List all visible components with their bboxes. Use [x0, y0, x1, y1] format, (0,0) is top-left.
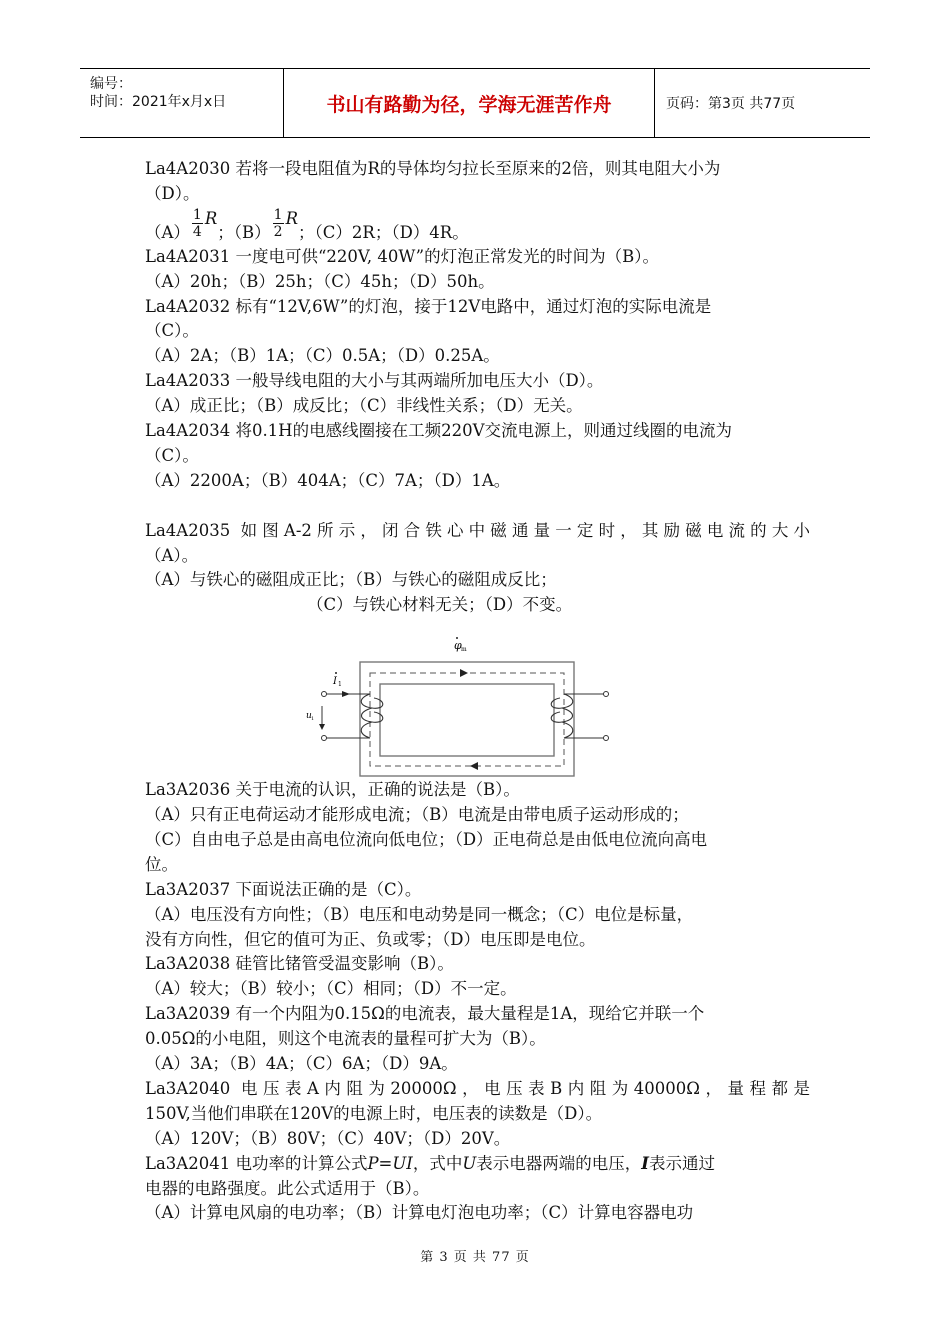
question-2034-options: （A）2200A；（B）404A；（C）7A；（D）1A。: [145, 470, 511, 490]
question-2030-answer: （D）。: [145, 183, 200, 203]
fraction-numerator: 1: [273, 206, 283, 223]
question-2036-stem: La3A2036 关于电流的认识，正确的说法是（B）。: [145, 780, 520, 800]
question-2036-options-2: （C）自由电子总是由高电位流向低电位；（D）正电荷总是由低电位流向高电: [145, 830, 708, 850]
header-number-label: 编号：: [90, 76, 132, 92]
spacer: [145, 494, 810, 519]
current-arrow: [342, 691, 350, 697]
question-2040-stem: La3A2040 电压表A内阻为20000Ω，电压表B内阻为40000Ω，量程都是: [145, 1078, 810, 1098]
flux-label: [454, 637, 467, 653]
question-2032-stem: La4A2032 标有“12V,6W”的灯泡，接于12V电路中，通过灯泡的实际电流是: [145, 296, 712, 316]
question-2038-options: （A）较大；（B）较小；（C）相同；（D）不一定。: [145, 979, 517, 999]
core-inner-edge: [380, 684, 554, 756]
question-2035-answer: （A）。: [145, 545, 199, 565]
question-2033-stem: La4A2033 一般导线电阻的大小与其两端所加电压大小（D）。: [145, 371, 604, 391]
variable-r: R: [285, 208, 299, 228]
variable-u: U: [462, 1153, 477, 1173]
primary-coil: [324, 694, 383, 738]
question-2030-stem: La4A2030 若将一段电阻值为R的导体均匀拉长至原来的2倍，则其电阻大小为: [145, 159, 721, 178]
fraction-denominator: 2: [273, 223, 283, 240]
question-2039-stem: La3A2039 有一个内阻为0.15Ω的电流表，最大量程是1A，现给它并联一个: [145, 1004, 705, 1024]
header-meta-cell: [80, 69, 284, 137]
text-segment: 表示电器两端的电压，: [476, 1153, 642, 1173]
voltage-label: [306, 706, 325, 730]
svg-text:m: m: [461, 646, 467, 653]
option-a-label: （A）: [145, 222, 190, 242]
secondary-coil: [551, 694, 606, 738]
question-2036-options-1: （A）只有正电荷运动才能形成电流；（B）电流是由带电质子运动形成的；: [145, 805, 689, 825]
flux-path: [370, 673, 564, 766]
fraction-one-quarter: [192, 207, 203, 240]
option-b-label: ；（B）: [217, 222, 271, 242]
header-motto: 书山有路勤为径，学海无涯苦作舟: [284, 69, 655, 137]
option-c-d: ；（C）2R；（D）4R。: [298, 222, 469, 242]
svg-text:1: 1: [311, 716, 315, 722]
svg-text:I: I: [333, 676, 337, 687]
page-footer: 第 3 页 共 77 页: [420, 1250, 530, 1265]
fraction-numerator: 1: [192, 206, 202, 223]
question-2037-stem: La3A2037 下面说法正确的是（C）。: [145, 879, 422, 899]
variable-r: R: [204, 208, 218, 228]
question-2039-stem-2: 0.05Ω的小电阻，则这个电流表的量程可扩大为（B）。: [145, 1029, 546, 1049]
terminal-1: [322, 692, 327, 697]
flux-arrow-bottom: [470, 762, 478, 770]
svg-text:1: 1: [338, 681, 342, 688]
svg-text:u: u: [306, 711, 312, 721]
question-2031-options: （A）20h；（B）25h；（C）45h；（D）50h。: [145, 271, 495, 291]
question-2032-options: （A）2A；（B）1A；（C）0.5A；（D）0.25A。: [145, 346, 500, 366]
terminal-3: [604, 692, 609, 697]
question-2033-options: （A）成正比；（B）成反比；（C）非线性关系；（D）无关。: [145, 396, 583, 416]
question-2035-options-cd: （C）与铁心材料无关；（D）不变。: [307, 595, 573, 615]
question-2035-stem: La4A2035 如图A-2所示，闭合铁心中磁通量一定时，其励磁电流的大小: [145, 520, 810, 540]
question-2032-answer: （C）。: [145, 321, 199, 341]
question-2041-stem-2: 电器的电路强度。此公式适用于（B）。: [145, 1178, 430, 1198]
formula-p-ui: P=UI: [367, 1153, 413, 1173]
header-page-info: 页码：第3页 共77页: [666, 96, 796, 112]
fraction-denominator: 4: [192, 223, 202, 240]
question-2034-stem: La4A2034 将0.1H的电感线圈接在工频220V交流电源上，则通过线圈的电流为: [145, 421, 732, 441]
header-date: 时间：2021年x月x日: [90, 94, 227, 110]
question-2037-options-2: 没有方向性，但它的值可为正、负或零；（D）电压即是电位。: [145, 929, 596, 949]
question-2035-options-ab: （A）与铁心的磁阻成正比；（B）与铁心的磁阻成反比；: [145, 570, 557, 590]
text-segment: La3A2041 电功率的计算公式: [145, 1153, 368, 1173]
text-segment: ，式中: [412, 1153, 463, 1173]
question-2039-options: （A）3A；（B）4A；（C）6A；（D）9A。: [145, 1054, 458, 1074]
question-2038-stem: La3A2038 硅管比锗管受温变影响（B）。: [145, 954, 454, 974]
question-2040-options: （A）120V；（B）80V；（C）40V；（D）20V。: [145, 1128, 511, 1148]
question-2030-options: [145, 207, 810, 245]
terminal-4: [604, 736, 609, 741]
flux-arrow-top: [460, 669, 468, 677]
question-2034-answer: （C）。: [145, 445, 199, 465]
variable-i: I: [641, 1153, 649, 1173]
core-outer-edge: [360, 662, 574, 776]
page-header: [80, 68, 870, 138]
question-2037-options-1: （A）电压没有方向性；（B）电压和电动势是同一概念；（C）电位是标量，: [145, 904, 694, 924]
current-label: [332, 672, 342, 688]
terminal-2: [322, 736, 327, 741]
question-2040-stem-2: 150V,当他们串联在120V的电源上时，电压表的读数是（D）。: [145, 1103, 603, 1123]
iron-core-circuit-figure: [300, 632, 620, 780]
fraction-one-half: [273, 207, 284, 240]
question-2041-options: （A）计算电风扇的电功率；（B）计算电灯泡电功率；（C）计算电容器电功: [145, 1203, 694, 1223]
question-2041-stem: [145, 1152, 810, 1177]
question-2031-stem: La4A2031 一度电可供“220V, 40W”的灯泡正常发光的时间为（B）。: [145, 246, 659, 266]
question-2036-options-3: 位。: [145, 854, 178, 874]
text-segment: 表示通过: [648, 1153, 715, 1173]
svg-text:φ: φ: [454, 639, 462, 652]
